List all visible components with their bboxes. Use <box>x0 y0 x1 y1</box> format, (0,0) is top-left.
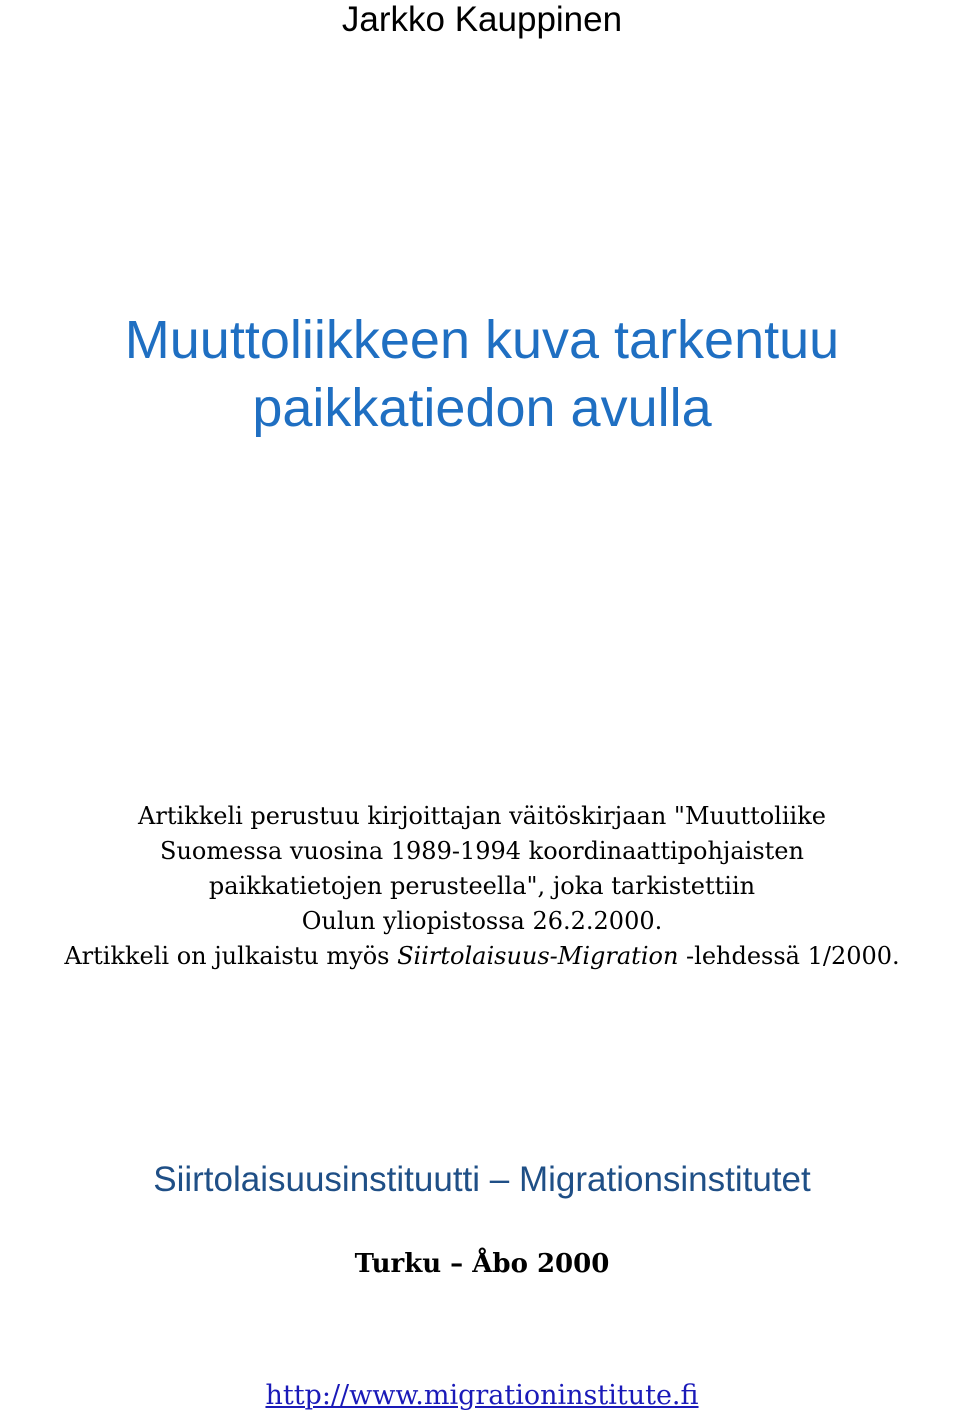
place-and-year: Turku – Åbo 2000 <box>354 1249 610 1279</box>
institute-name: Siirtolaisuusinstituutti – Migrationsinstitutet <box>153 1160 811 1199</box>
author-name: Jarkko Kauppinen <box>341 0 623 39</box>
website-link-container <box>0 1376 960 1416</box>
description-line-1: Artikkeli perustuu kirjoittajan väitöskirjaan "Muuttoliike <box>138 802 826 830</box>
description-line-2: Suomessa vuosina 1989-1994 koordinaattipohjaisten <box>160 837 804 865</box>
title-line-2: paikkatiedon avulla <box>252 378 712 438</box>
document-title <box>0 306 960 442</box>
article-description <box>0 799 960 974</box>
description-line-3: paikkatietojen perusteella", joka tarkistettiin <box>208 872 756 900</box>
journal-name: Siirtolaisuus-Migration <box>397 942 679 970</box>
description-line-5-end: -lehdessä 1/2000. <box>678 942 900 970</box>
website-link[interactable]: http://www.migrationinstitute.fi <box>265 1380 699 1411</box>
description-line-5 <box>0 939 960 974</box>
description-line-5-start: Artikkeli on julkaistu myös <box>64 942 398 970</box>
description-line-4: Oulun yliopistossa 26.2.2000. <box>301 907 663 935</box>
title-line-1: Muuttoliikkeen kuva tarkentuu <box>124 310 840 370</box>
